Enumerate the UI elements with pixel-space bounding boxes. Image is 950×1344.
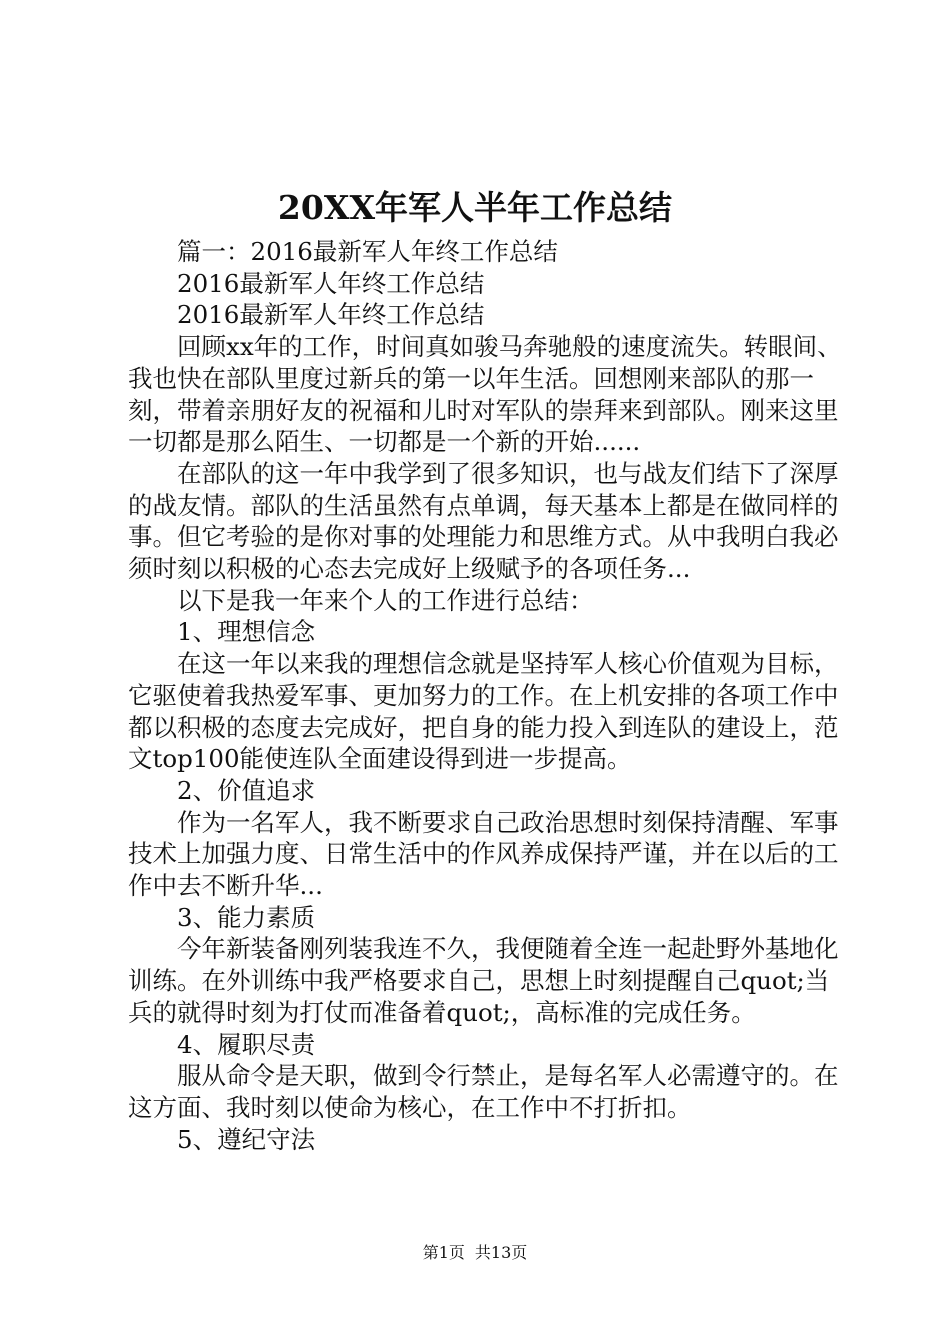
paragraph-ability: 今年新装备刚列装我连不久，我便随着全连一起赴野外基地化训练。在外训练中我严格要求自己，思想上时刻提醒自己quot;当兵的就得时刻为打仗而准备着quot;，高标准的完成任务。 (128, 934, 839, 1027)
paragraph-subtitle-1: 2016最新军人年终工作总结 (177, 268, 485, 298)
section-heading-ability: 3、能力素质 (177, 902, 316, 932)
paragraph-review: 回顾xx年的工作，时间真如骏马奔驰般的速度流失。转眼间、我也快在部队里度过新兵的第一以年生活。回想刚来部队的那一刻，带着亲朋好友的祝福和儿时对军队的崇拜来到部队。刚来这里一切都是那么陌生、一切都是一个新的开始...... (128, 332, 842, 457)
page-footer (0, 1242, 950, 1264)
document-title: 20XX年军人半年工作总结 (277, 188, 673, 227)
page-number-total: 共13页 (474, 1243, 528, 1262)
paragraph-army-year: 在部队的这一年中我学到了很多知识，也与战友们结下了深厚的战友情。部队的生活虽然有点单调，每天基本上都是在做同样的事。但它考验的是你对事的处理能力和思维方式。从中我明白我必须时刻以积极的心态去完成好上级赋予的各项任务... (128, 458, 839, 584)
document-body (128, 236, 842, 1155)
paragraph-duty: 服从命令是天职，做到令行禁止，是每名军人必需遵守的。在这方面、我时刻以使命为核心，在工作中不打折扣。 (128, 1061, 839, 1122)
section-heading-ideals: 1、理想信念 (177, 617, 316, 647)
paragraph-heading-1: 篇一：2016最新军人年终工作总结 (177, 237, 558, 266)
section-heading-values: 2、价值追求 (177, 775, 316, 805)
page-number-current: 第1页 (422, 1243, 465, 1262)
paragraph-summary-intro: 以下是我一年来个人的工作进行总结： (177, 585, 594, 615)
paragraph-values: 作为一名军人，我不断要求自己政治思想时刻保持清醒、军事技术上加强力度、日常生活中的作风养成保持严谨，并在以后的工作中去不断升华... (128, 807, 839, 901)
section-heading-duty: 4、履职尽责 (177, 1029, 316, 1059)
paragraph-ideals: 在这一年以来我的理想信念就是坚持军人核心价值观为目标，它驱使着我热爱军事、更加努力的工作。在上机安排的各项工作中都以积极的态度去完成好，把自身的能力投入到连队的建设上，范文top100能使连队全面建设得到进一步提高。 (128, 649, 839, 774)
section-heading-discipline: 5、遵纪守法 (177, 1124, 316, 1154)
paragraph-subtitle-2: 2016最新军人年终工作总结 (177, 300, 485, 330)
